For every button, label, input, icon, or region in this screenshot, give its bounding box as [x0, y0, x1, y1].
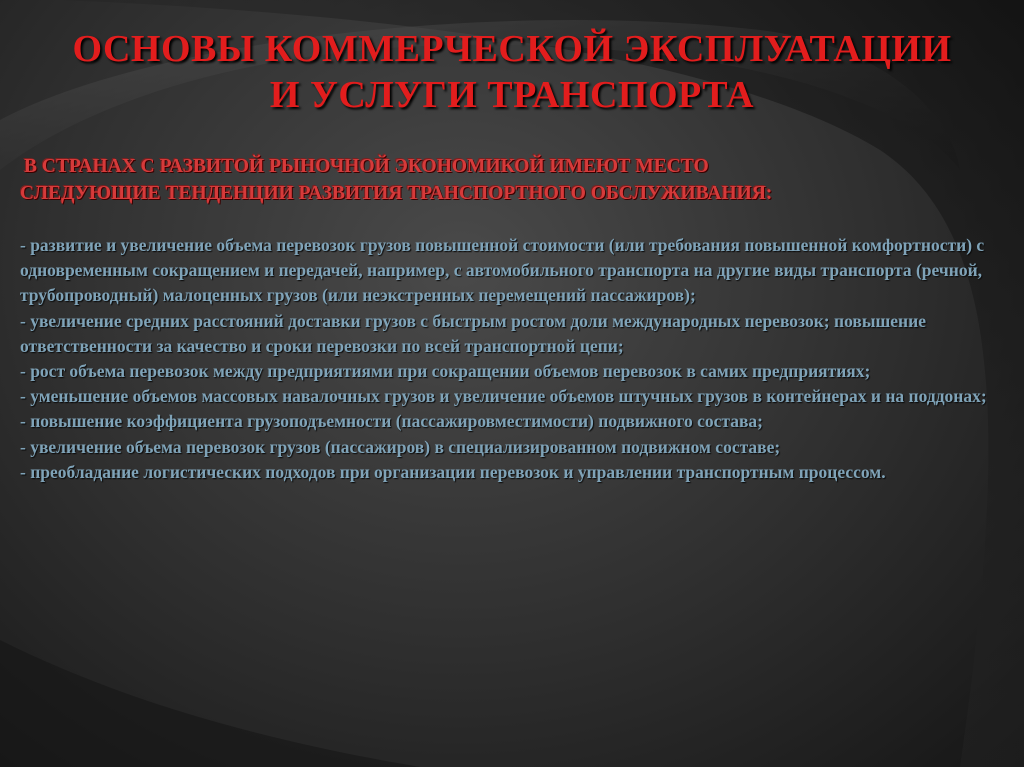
list-item: - увеличение средних расстояний доставки грузов с быстрым ростом доли международных перевозок; повышение ответственности за качество и сроки перевозки по всей транспортной цепи;	[20, 310, 926, 356]
title-line-1: ОСНОВЫ КОММЕРЧЕСКОЙ ЭКСПЛУАТАЦИИ	[72, 28, 952, 70]
list-item: - уменьшение объемов массовых навалочных грузов и увеличение объемов штучных грузов в контейнерах и на поддонах;	[20, 386, 987, 407]
list-item: - увеличение объема перевозок грузов (пассажиров) в специализированном подвижном составе;	[20, 436, 781, 457]
list-item: - развитие и увеличение объема перевозок грузов повышенной стоимости (или требования повышенной комфортности) с одновременным сокращением и передачей, например, с автомобильного транспорта на другие виды транспорта (речной, трубопроводный) малоценных грузов (или неэкстренных перемещений пассажиров);	[20, 235, 985, 306]
subheading-line-2: СЛЕДУЮЩИЕ ТЕНДЕНЦИИ РАЗВИТИЯ ТРАНСПОРТНОГО ОБСЛУЖИВАНИЯ:	[20, 183, 773, 204]
subheading-line-1: В СТРАНАХ С РАЗВИТОЙ РЫНОЧНОЙ ЭКОНОМИКОЙ ИМЕЮТ МЕСТО	[24, 156, 709, 177]
title-line-2: И УСЛУГИ ТРАНСПОРТА	[269, 74, 755, 116]
slide-content	[20, 153, 1005, 485]
list-item: - рост объема перевозок между предприятиями при сокращении объемов перевозок в самих предприятиях;	[20, 361, 871, 382]
list-item: - преобладание логистических подходов при организации перевозок и управлении транспортным процессом.	[20, 461, 886, 482]
slide-title	[40, 26, 984, 118]
list-item: - повышение коэффициента грузоподъемности (пассажировместимости) подвижного состава;	[20, 411, 764, 432]
subheading	[20, 153, 1005, 207]
